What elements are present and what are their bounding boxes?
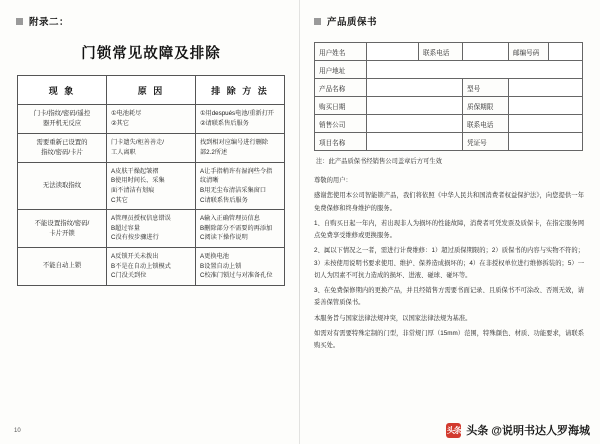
warranty-table — [314, 42, 583, 151]
warranty-terms — [314, 175, 584, 352]
cell-phenomenon: 门卡/指纹/密码/遥控 器开机无反应 — [18, 105, 107, 134]
field-voucher-no[interactable] — [509, 133, 583, 151]
cell-fix: A输入正确管理员信息 B删除部分不需要的再添加 C阅读下操作说明 — [196, 210, 285, 248]
page-number: 10 — [14, 428, 21, 434]
table-row — [18, 162, 285, 209]
label-user-address: 用户地址 — [315, 61, 367, 79]
cell-fix: A更换电池 B设置自动上锁 C校准门锁过与对准备孔位 — [196, 247, 285, 285]
field-sales-company[interactable] — [367, 115, 463, 133]
table-row — [18, 247, 285, 285]
field-model[interactable] — [509, 79, 583, 97]
cell-fix: A让手指稍许有湿润些令指 纹清晰 B用无尘布清洁采集窗口 C请联系售后服务 — [196, 162, 285, 209]
table-header-cause: 原 因 — [107, 76, 196, 105]
terms-paragraph: 2、属以下情况之一者，需进行计费维修：1）超过质保期限的；2）质保书的内容与实物不符的；3）未按使用说明书要求使用、维护、保养造成损坏的；4）在非授权单位进行维修拆装的；5）一切人为因素不可抗力造成的损坏、进液、碰球、碰坏等。 — [314, 247, 584, 279]
page-title: 门锁常见故障及排除 — [81, 46, 221, 62]
field-user-name[interactable] — [367, 43, 419, 61]
label-project-name: 项目名称 — [315, 133, 367, 151]
warranty-label: 产品质保书 — [327, 17, 378, 28]
label-voucher-no: 凭证号 — [463, 133, 509, 151]
terms-paragraph: 本服务旨与国家法律法规冲突，以国家法律法规为基准。 — [314, 314, 472, 322]
square-bullet-icon — [314, 18, 321, 25]
table-row — [18, 210, 285, 248]
terms-paragraph: 3、在免费保修期内的更换产品，并且经销售方需要书面记录、且质保书不可涂改、否则无效，请妥善保管质保书。 — [314, 287, 584, 307]
cell-cause: A管理员授权信息错误 B超过容量 C没有按步骤进行 — [107, 210, 196, 248]
field-user-address[interactable] — [367, 61, 583, 79]
cell-fix: 找到相对应编号进行删除 部2.2所述 — [196, 133, 285, 162]
label-postal-code: 邮编号码 — [509, 43, 549, 61]
cell-fix: ①用después电池/重新打开 ②请联系售后服务 — [196, 105, 285, 134]
label-purchase-date: 购买日期 — [315, 97, 367, 115]
label-user-name: 用户姓名 — [315, 43, 367, 61]
form-row-project — [315, 133, 583, 151]
label-contact-phone: 联系电话 — [419, 43, 463, 61]
cell-phenomenon: 无法读取指纹 — [18, 162, 107, 209]
label-model: 型号 — [463, 79, 509, 97]
cell-cause: ①电池耗尽 ②其它 — [107, 105, 196, 134]
terms-paragraph: 尊敬的用户： — [314, 177, 352, 184]
field-seller-phone[interactable] — [509, 115, 583, 133]
field-contact-phone[interactable] — [463, 43, 509, 61]
warranty-note: 注：此产品质保书经销售公司盖章后方可生效 — [316, 158, 442, 165]
square-bullet-icon — [16, 18, 23, 25]
watermark-text: 头条 @说明书达人罗海城 — [466, 425, 590, 437]
table-header-row — [18, 76, 285, 105]
watermark — [446, 422, 590, 438]
field-product-name[interactable] — [367, 79, 463, 97]
warranty-section-header — [314, 14, 584, 28]
appendix-section-header — [16, 14, 286, 28]
terms-paragraph: 感谢您使用本公司智能锁产品，我们将依照《中华人民共和国消费者权益保护法》，向您提供一年免费保修和终身维护的服务。 — [314, 192, 584, 212]
cell-phenomenon: 不能自动上锁 — [18, 247, 107, 285]
right-page — [300, 0, 600, 444]
table-row — [18, 133, 285, 162]
table-header-phenomenon: 现 象 — [18, 76, 107, 105]
label-product-name: 产品名称 — [315, 79, 367, 97]
form-row-address — [315, 61, 583, 79]
form-row-product — [315, 79, 583, 97]
field-postal-code[interactable] — [549, 43, 583, 61]
table-header-fix: 排 除 方 法 — [196, 76, 285, 105]
field-project-name[interactable] — [367, 133, 463, 151]
form-row-name — [315, 43, 583, 61]
form-row-seller — [315, 115, 583, 133]
cell-phenomenon: 需要重新已设置的 指纹/密码/卡片 — [18, 133, 107, 162]
terms-paragraph: 1、自购买日起一年内，若出现非人为损坏的性能故障，消费者可凭发票及质保卡，在指定服务网点免费享受维修或更换服务。 — [314, 219, 584, 240]
cell-phenomenon: 不能设置指纹/密码/ 卡片开锁 — [18, 210, 107, 248]
field-warranty-period[interactable] — [509, 97, 583, 115]
terms-paragraph: 如需对有需要特殊定制的门型，非常规门厚（15mm）范围，特殊颜色、材质、功能要求，请联系购买处。 — [314, 329, 584, 350]
cell-cause: A反锁开关未拨出 B不是在自动上锁模式 C门没关到位 — [107, 247, 196, 285]
label-sales-company: 销售公司 — [315, 115, 367, 133]
label-warranty-period: 质保期限 — [463, 97, 509, 115]
form-row-purchase — [315, 97, 583, 115]
cell-cause: A皮肤干燥起皱褶 B使用时间长、采集 面不清洁有划痕 C其它 — [107, 162, 196, 209]
warranty-form — [314, 42, 582, 165]
label-seller-phone: 联系电话 — [463, 115, 509, 133]
toutiao-logo-icon: 头条 — [446, 423, 461, 438]
cell-cause: 门卡遗失/柜善善走/ 工人离职 — [107, 133, 196, 162]
appendix-label: 附录二： — [29, 17, 70, 28]
table-row — [18, 105, 285, 134]
troubleshooting-table — [17, 75, 285, 286]
field-purchase-date[interactable] — [367, 97, 463, 115]
